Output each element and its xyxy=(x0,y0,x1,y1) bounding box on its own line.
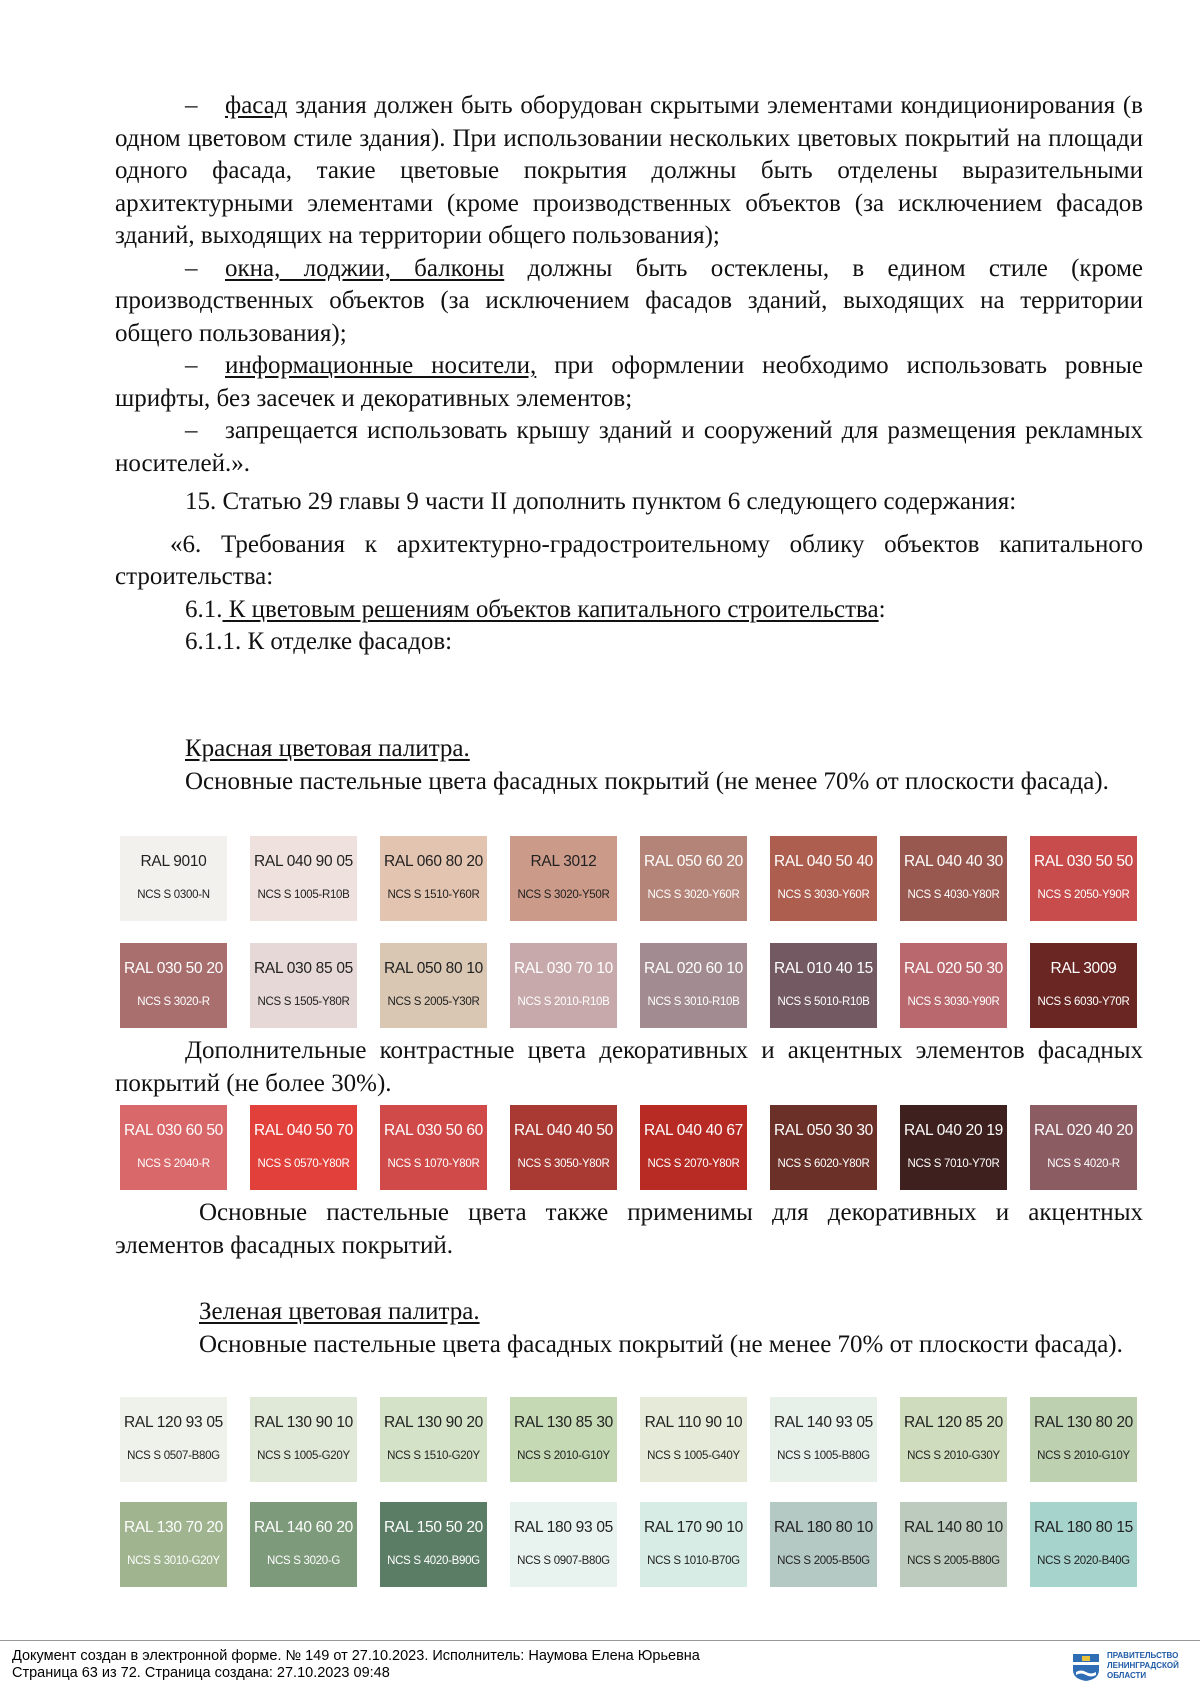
color-swatch xyxy=(510,943,617,1028)
logo-text-line: ОБЛАСТИ xyxy=(1107,1671,1147,1680)
swatch-ncs-code: NCS S 3030-Y60R xyxy=(777,889,870,901)
swatch-ncs-code: NCS S 3020-R xyxy=(137,996,210,1008)
swatch-ncs-code: NCS S 4020-R xyxy=(1047,1158,1120,1170)
logo-text xyxy=(1107,1651,1179,1681)
swatch-ncs-code: NCS S 4020-B90G xyxy=(387,1555,480,1567)
swatch-ncs-code: NCS S 7010-Y70R xyxy=(907,1158,1000,1170)
underlined-term: информационные носители, xyxy=(225,352,537,379)
swatch-ncs-code: NCS S 2070-Y80R xyxy=(647,1158,740,1170)
paragraph-text: запрещается использовать крышу зданий и сооружений для размещения рекламных носителей.». xyxy=(115,417,1143,477)
red-palette-title-text: Красная цветовая палитра. xyxy=(185,735,470,762)
color-swatch xyxy=(900,1397,1007,1482)
swatch-ral-code: RAL 030 60 50 xyxy=(124,1122,223,1139)
footer-line-2: Страница 63 из 72. Страница создана: 27.10.2023 09:48 xyxy=(12,1665,390,1681)
swatch-ral-code: RAL 140 80 10 xyxy=(904,1519,1003,1536)
red-main-swatch-row-1 xyxy=(120,836,1140,921)
swatch-ncs-code: NCS S 4030-Y80R xyxy=(907,889,1000,901)
color-swatch xyxy=(770,943,877,1028)
swatch-ral-code: RAL 3009 xyxy=(1050,960,1117,977)
top-text-block xyxy=(115,90,1143,659)
footer-divider xyxy=(0,1640,1200,1641)
swatch-ral-code: RAL 130 90 20 xyxy=(384,1414,483,1431)
swatch-ncs-code: NCS S 2005-B80G xyxy=(907,1555,1000,1567)
swatch-ral-code: RAL 030 85 05 xyxy=(254,960,353,977)
list-dash: – xyxy=(185,352,198,379)
green-palette-title xyxy=(115,1296,1143,1329)
color-swatch xyxy=(900,836,1007,921)
underlined-term: окна, лоджии, балконы xyxy=(225,254,505,282)
swatch-ral-code: RAL 130 85 30 xyxy=(514,1414,613,1431)
government-logo xyxy=(1071,1650,1193,1686)
swatch-ncs-code: NCS S 1510-G20Y xyxy=(387,1450,480,1462)
color-swatch xyxy=(250,1105,357,1190)
color-swatch xyxy=(380,1502,487,1587)
swatch-ncs-code: NCS S 6030-Y70R xyxy=(1037,996,1130,1008)
swatch-ncs-code: NCS S 1070-Y80R xyxy=(387,1158,480,1170)
swatch-ral-code: RAL 180 93 05 xyxy=(514,1519,613,1536)
color-swatch xyxy=(120,1502,227,1587)
color-swatch xyxy=(640,943,747,1028)
swatch-ncs-code: NCS S 0300-N xyxy=(137,889,210,901)
color-swatch xyxy=(120,1397,227,1482)
section-6-1-1: 6.1.1. К отделке фасадов: xyxy=(185,628,453,655)
color-swatch xyxy=(640,1397,747,1482)
color-swatch xyxy=(770,1105,877,1190)
swatch-ral-code: RAL 040 50 40 xyxy=(774,853,873,870)
color-swatch xyxy=(120,1105,227,1190)
green-palette-title-text: Зеленая цветовая палитра. xyxy=(199,1298,480,1325)
color-swatch xyxy=(640,836,747,921)
swatch-ncs-code: NCS S 3020-Y50R xyxy=(517,889,610,901)
swatch-ral-code: RAL 020 60 10 xyxy=(644,960,743,977)
swatch-ncs-code: NCS S 1010-B70G xyxy=(647,1555,740,1567)
paragraph-roof xyxy=(115,415,1143,480)
swatch-ral-code: RAL 050 30 30 xyxy=(774,1122,873,1139)
swatch-ral-code: RAL 030 70 10 xyxy=(514,960,613,977)
swatch-ral-code: RAL 170 90 10 xyxy=(644,1519,743,1536)
swatch-ral-code: RAL 140 60 20 xyxy=(254,1519,353,1536)
swatch-ncs-code: NCS S 6020-Y80R xyxy=(777,1158,870,1170)
underlined-term: фасад xyxy=(225,92,288,119)
swatch-ncs-code: NCS S 2010-G30Y xyxy=(907,1450,1000,1462)
color-swatch xyxy=(250,836,357,921)
list-dash: – xyxy=(185,417,198,444)
color-swatch xyxy=(380,836,487,921)
color-swatch xyxy=(1030,1105,1137,1190)
color-swatch xyxy=(1030,1397,1137,1482)
swatch-ncs-code: NCS S 5010-R10B xyxy=(777,996,870,1008)
coat-of-arms-icon xyxy=(1071,1652,1101,1682)
swatch-ncs-code: NCS S 2040-R xyxy=(137,1158,210,1170)
swatch-ncs-code: NCS S 2010-G10Y xyxy=(1037,1450,1130,1462)
green-palette-block xyxy=(115,1296,1143,1361)
swatch-ncs-code: NCS S 1005-R10B xyxy=(257,889,350,901)
footer xyxy=(12,1648,700,1682)
color-swatch xyxy=(510,836,617,921)
color-swatch xyxy=(1030,836,1137,921)
color-swatch xyxy=(640,1105,747,1190)
paragraph-text: здания должен быть оборудован скрытыми элементами кондиционирования (в одном цветовом стиле здания). При использовании нескольких цветовых покрытий на площади одного фасада, такие цветовые покрытия должны быть отделены выразительными архитектурными элементами (кроме производственных объектов (за исключением фасадов зданий, выходящих на территории общего пользования); xyxy=(115,92,1143,249)
swatch-ncs-code: NCS S 1510-Y60R xyxy=(387,889,480,901)
paragraph-info-carriers xyxy=(115,350,1143,415)
logo-text-line: ЛЕНИНГРАДСКОЙ xyxy=(1107,1661,1179,1670)
swatch-ncs-code: NCS S 0507-B80G xyxy=(127,1450,220,1462)
footer-line-1: Документ создан в электронной форме. № 149 от 27.10.2023. Исполнитель: Наумова Елена Юрьевна xyxy=(12,1648,700,1664)
swatch-ral-code: RAL 050 60 20 xyxy=(644,853,743,870)
color-swatch xyxy=(510,1502,617,1587)
color-swatch xyxy=(510,1397,617,1482)
color-swatch xyxy=(250,943,357,1028)
swatch-ncs-code: NCS S 2005-Y30R xyxy=(387,996,480,1008)
red-main-swatch-row-2 xyxy=(120,943,1140,1028)
color-swatch xyxy=(120,836,227,921)
section-number: 6.1. xyxy=(185,595,223,623)
paragraph-text: должны быть остеклены, в едином стиле (кроме производственных объектов (за исключением фасадов зданий, выходящих на территории общего пользования); xyxy=(115,254,1143,347)
color-swatch xyxy=(900,1502,1007,1587)
green-main-swatch-row-2 xyxy=(120,1502,1140,1587)
section-title: К цветовым решениям объектов капитального строительства xyxy=(222,595,879,623)
color-swatch xyxy=(770,1502,877,1587)
swatch-ral-code: RAL 120 85 20 xyxy=(904,1414,1003,1431)
swatch-ral-code: RAL 040 50 70 xyxy=(254,1122,353,1139)
color-swatch xyxy=(1030,1502,1137,1587)
list-dash: – xyxy=(185,254,198,282)
swatch-ral-code: RAL 140 93 05 xyxy=(774,1414,873,1431)
red-main-description: Основные пастельные цвета фасадных покрытий (не менее 70% от плоскости фасада). xyxy=(185,767,1109,795)
color-swatch xyxy=(510,1105,617,1190)
paragraph-facade xyxy=(115,90,1143,253)
section-colon: : xyxy=(878,595,886,623)
swatch-ral-code: RAL 020 40 20 xyxy=(1034,1122,1133,1139)
color-swatch xyxy=(380,943,487,1028)
paragraph-windows xyxy=(115,253,1143,351)
red-note-block xyxy=(115,1197,1143,1262)
swatch-ral-code: RAL 180 80 15 xyxy=(1034,1519,1133,1536)
swatch-ral-code: RAL 040 40 67 xyxy=(644,1122,743,1139)
swatch-ncs-code: NCS S 3020-G xyxy=(266,1555,341,1567)
color-swatch xyxy=(380,1105,487,1190)
swatch-ral-code: RAL 060 80 20 xyxy=(384,853,483,870)
swatch-ncs-code: NCS S 3050-Y80R xyxy=(517,1158,610,1170)
swatch-ral-code: RAL 180 80 10 xyxy=(774,1519,873,1536)
green-main-swatch-row-1 xyxy=(120,1397,1140,1482)
swatch-ral-code: RAL 030 50 20 xyxy=(124,960,223,977)
swatch-ncs-code: NCS S 3010-G20Y xyxy=(127,1555,220,1567)
swatch-ncs-code: NCS S 1005-G20Y xyxy=(257,1450,350,1462)
color-swatch xyxy=(770,1397,877,1482)
swatch-ral-code: RAL 040 40 50 xyxy=(514,1122,613,1139)
article-15: 15. Статью 29 главы 9 части II дополнить пунктом 6 следующего содержания: xyxy=(185,488,1017,515)
color-swatch xyxy=(250,1502,357,1587)
swatch-ral-code: RAL 040 40 30 xyxy=(904,853,1003,870)
swatch-ncs-code: NCS S 1505-Y80R xyxy=(257,996,350,1008)
swatch-ncs-code: NCS S 2005-B50G xyxy=(777,1555,870,1567)
swatch-ncs-code: NCS S 3010-R10B xyxy=(647,996,740,1008)
requirement-6: «6. Требования к архитектурно-градостроительному облику объектов капитального строительства: xyxy=(115,530,1143,590)
swatch-ncs-code: NCS S 3020-Y60R xyxy=(647,889,740,901)
swatch-ral-code: RAL 010 40 15 xyxy=(774,960,873,977)
swatch-ral-code: RAL 120 93 05 xyxy=(124,1414,223,1431)
swatch-ncs-code: NCS S 0907-B80G xyxy=(517,1555,610,1567)
swatch-ral-code: RAL 130 90 10 xyxy=(254,1414,353,1431)
color-swatch xyxy=(900,1105,1007,1190)
swatch-ral-code: RAL 150 50 20 xyxy=(384,1519,483,1536)
section-6-1 xyxy=(115,594,1143,627)
color-swatch xyxy=(380,1397,487,1482)
swatch-ral-code: RAL 030 50 50 xyxy=(1034,853,1133,870)
swatch-ral-code: RAL 040 90 05 xyxy=(254,853,353,870)
swatch-ncs-code: NCS S 2020-B40G xyxy=(1037,1555,1130,1567)
color-swatch xyxy=(640,1502,747,1587)
swatch-ncs-code: NCS S 2010-R10B xyxy=(517,996,610,1008)
swatch-ncs-code: NCS S 2050-Y90R xyxy=(1037,889,1130,901)
swatch-ral-code: RAL 130 70 20 xyxy=(124,1519,223,1536)
red-accent-swatch-row xyxy=(120,1105,1140,1190)
red-note: Основные пастельные цвета также применимы для декоративных и акцентных элементов фасадных покрытий. xyxy=(115,1199,1143,1259)
swatch-ral-code: RAL 030 50 60 xyxy=(384,1122,483,1139)
color-swatch xyxy=(120,943,227,1028)
red-palette-block xyxy=(115,733,1143,798)
swatch-ncs-code: NCS S 1005-B80G xyxy=(777,1450,870,1462)
color-swatch xyxy=(250,1397,357,1482)
color-swatch xyxy=(900,943,1007,1028)
swatch-ncs-code: NCS S 0570-Y80R xyxy=(257,1158,350,1170)
logo-text-line: ПРАВИТЕЛЬСТВО xyxy=(1107,1651,1179,1660)
swatch-ral-code: RAL 110 90 10 xyxy=(644,1414,743,1431)
red-accent-block xyxy=(115,1035,1143,1100)
swatch-ral-code: RAL 3012 xyxy=(530,853,597,870)
swatch-ral-code: RAL 020 50 30 xyxy=(904,960,1003,977)
swatch-ral-code: RAL 130 80 20 xyxy=(1034,1414,1133,1431)
swatch-ncs-code: NCS S 1005-G40Y xyxy=(647,1450,740,1462)
swatch-ral-code: RAL 9010 xyxy=(140,853,207,870)
green-main-description: Основные пастельные цвета фасадных покрытий (не менее 70% от плоскости фасада). xyxy=(199,1330,1123,1358)
paragraph-text: при оформлении необходимо использовать ровные шрифты, без засечек и декоративных элементов; xyxy=(115,352,1143,412)
swatch-ral-code: RAL 050 80 10 xyxy=(384,960,483,977)
list-dash: – xyxy=(185,92,198,119)
color-swatch xyxy=(770,836,877,921)
red-palette-title xyxy=(115,733,1143,766)
swatch-ncs-code: NCS S 3030-Y90R xyxy=(907,996,1000,1008)
swatch-ncs-code: NCS S 2010-G10Y xyxy=(517,1450,610,1462)
red-accent-description: Дополнительные контрастные цвета декоративных и акцентных элементов фасадных покрытий (не более 30%). xyxy=(115,1037,1143,1097)
color-swatch xyxy=(1030,943,1137,1028)
swatch-ral-code: RAL 040 20 19 xyxy=(904,1122,1003,1139)
